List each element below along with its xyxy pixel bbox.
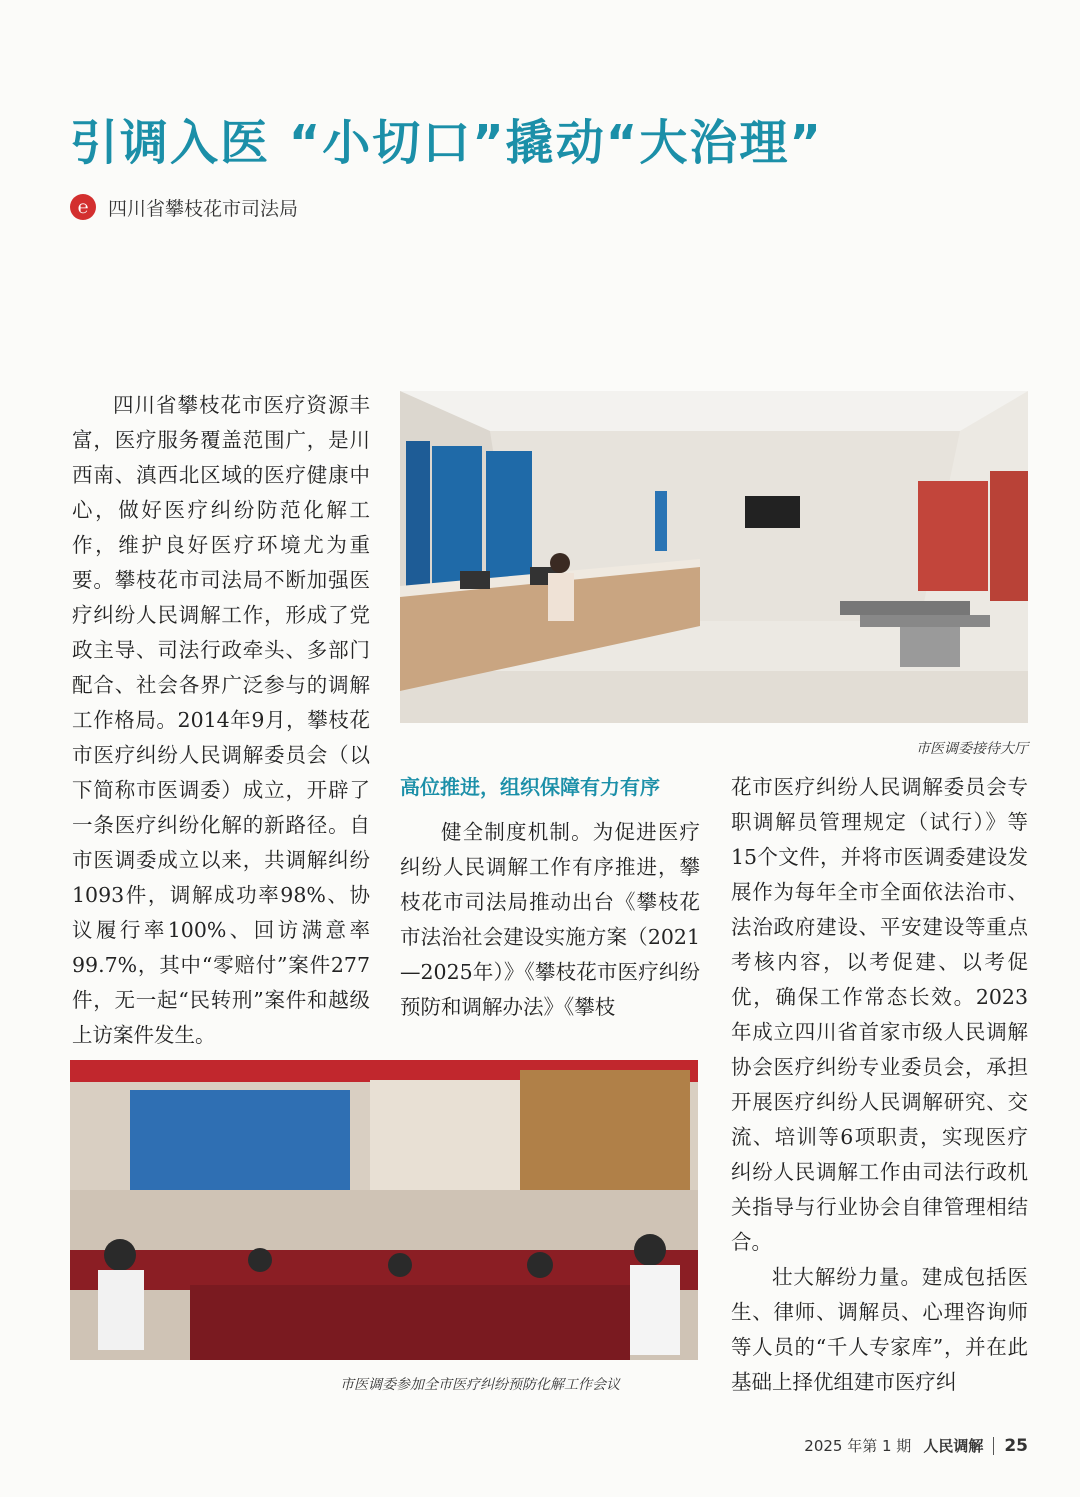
photo2-caption: 市医调委参加全市医疗纠纷预防化解工作会议 xyxy=(340,1377,620,1393)
intro-paragraph: 四川省攀枝花市医疗资源丰富，医疗服务覆盖范围广，是川西南、滇西北区域的医疗健康中心，做好医疗纠纷防范化解工作，维护良好医疗环境尤为重要。攀枝花市司法局不断加强医疗纠纷人民调解工作，形成了党政主导、司法行政牵头、多部门配合、社会各界广泛参与的调解工作格局。2014年9月，攀枝花市医疗纠纷人民调解委员会（以下简称市医调委）成立，开辟了一条医疗纠纷化解的新路径。自市医调委成立以来，共调解纠纷1093件，调解成功率98%、协议履行率100%、回访满意率99.7%，其中“零赔付”案件277件，无一起“民转刑”案件和越级上访案件发生。 xyxy=(72,393,370,1047)
conference-illustration xyxy=(70,1060,698,1360)
article-title: 引调入医 “小切口”撬动“大治理” xyxy=(70,115,823,171)
page-number: 25 xyxy=(1004,1435,1028,1456)
section-heading: 高位推进，组织保障有力有序 xyxy=(400,775,660,799)
reception-hall-illustration xyxy=(400,391,1028,723)
institution-paragraph-part1: 健全制度机制。为促进医疗纠纷人民调解工作有序推进，攀枝花市司法局推动出台《攀枝花市法治社会建设实施方案（2021—2025年）》《攀枝花市医疗纠纷预防和调解办法》《攀枝 xyxy=(400,820,700,1019)
mediation-force-paragraph: 壮大解纷力量。建成包括医生、律师、调解员、心理咨询师等人员的“千人专家库”，并在此基础上择优组建市医疗纠 xyxy=(731,1265,1028,1394)
institution-paragraph-part2: 花市医疗纠纷人民调解委员会专职调解员管理规定（试行）》等15个文件，并将市医调委建设发展作为每年全市全面依法治市、法治政府建设、平安建设等重点考核内容，以考促建、以考促优，确保工作常态长效。2023年成立四川省首家市级人民调解协会医疗纠纷专业委员会，承担开展医疗纠纷人民调解研究、交流、培训等6项职责，实现医疗纠纷人民调解工作由司法行政机关指导与行业协会自律管理相结合。 xyxy=(731,775,1028,1254)
reception-hall-photo xyxy=(400,391,1028,723)
issue-label: 2025 年第 1 期 xyxy=(804,1437,912,1455)
page-footer xyxy=(804,1435,1028,1456)
footer-divider xyxy=(993,1437,994,1455)
author-name: 四川省攀枝花市司法局 xyxy=(108,197,299,220)
byline xyxy=(70,192,298,222)
author-logo-icon: ℮ xyxy=(70,194,96,220)
column-1 xyxy=(72,388,370,1053)
column-3 xyxy=(731,770,1028,1400)
conference-photo xyxy=(70,1060,698,1360)
photo1-caption: 市医调委接待大厅 xyxy=(916,741,1028,757)
magazine-name: 人民调解 xyxy=(923,1437,984,1455)
column-2 xyxy=(400,770,700,1025)
